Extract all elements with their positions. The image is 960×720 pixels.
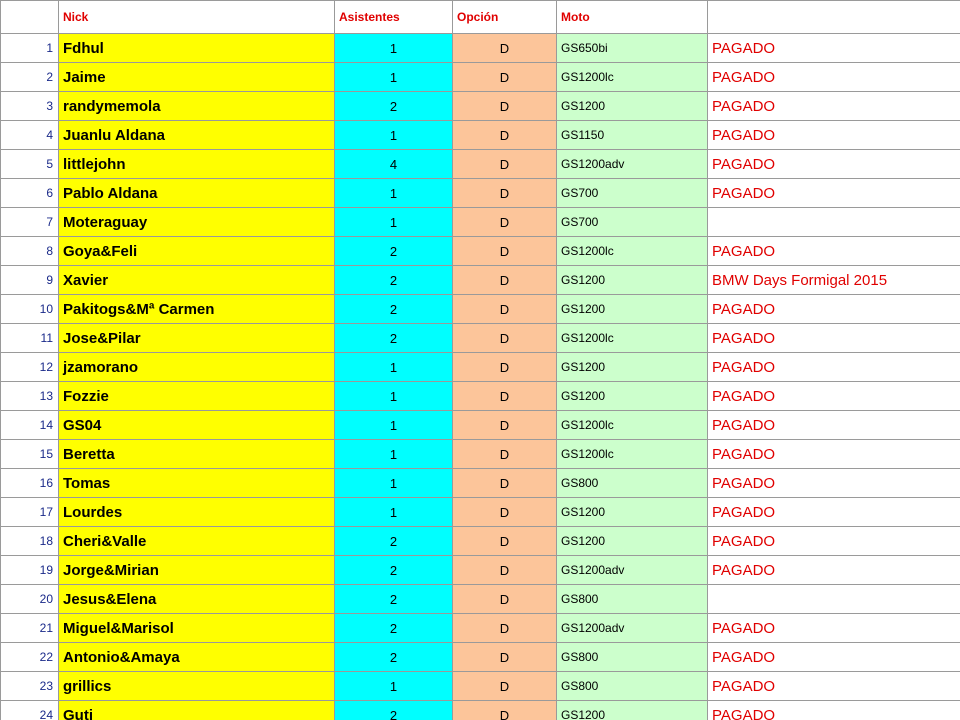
- estado-cell[interactable]: PAGADO: [708, 179, 960, 208]
- asistentes-cell[interactable]: 2: [335, 237, 453, 266]
- table-row: [1, 527, 960, 556]
- asistentes-cell[interactable]: 4: [335, 150, 453, 179]
- asistentes-cell[interactable]: 1: [335, 672, 453, 701]
- row-number[interactable]: 11: [1, 324, 59, 353]
- table-row: [1, 324, 960, 353]
- nick-cell[interactable]: randymemola: [59, 92, 335, 121]
- header-moto[interactable]: Moto: [557, 1, 708, 34]
- row-number[interactable]: 16: [1, 469, 59, 498]
- row-number[interactable]: 5: [1, 150, 59, 179]
- table-row: [1, 440, 960, 469]
- opcion-cell[interactable]: D: [453, 295, 557, 324]
- nick-cell[interactable]: Pablo Aldana: [59, 179, 335, 208]
- row-number[interactable]: 3: [1, 92, 59, 121]
- moto-cell[interactable]: GS1200adv: [557, 614, 708, 643]
- header-row: [1, 1, 960, 34]
- opcion-cell[interactable]: D: [453, 324, 557, 353]
- row-number[interactable]: 2: [1, 63, 59, 92]
- row-number[interactable]: 15: [1, 440, 59, 469]
- nick-cell[interactable]: jzamorano: [59, 353, 335, 382]
- opcion-cell[interactable]: D: [453, 34, 557, 63]
- moto-cell[interactable]: GS1200lc: [557, 237, 708, 266]
- estado-cell[interactable]: PAGADO: [708, 150, 960, 179]
- row-number[interactable]: 19: [1, 556, 59, 585]
- opcion-cell[interactable]: D: [453, 585, 557, 614]
- nick-cell[interactable]: Xavier: [59, 266, 335, 295]
- table-body: [1, 34, 960, 720]
- moto-cell[interactable]: GS1200: [557, 353, 708, 382]
- moto-cell[interactable]: GS800: [557, 585, 708, 614]
- moto-cell[interactable]: GS700: [557, 208, 708, 237]
- moto-cell[interactable]: GS1200: [557, 527, 708, 556]
- opcion-cell[interactable]: D: [453, 701, 557, 720]
- asistentes-cell[interactable]: 2: [335, 92, 453, 121]
- opcion-cell[interactable]: D: [453, 353, 557, 382]
- moto-cell[interactable]: GS1200: [557, 92, 708, 121]
- asistentes-cell[interactable]: 1: [335, 469, 453, 498]
- estado-cell[interactable]: BMW Days Formigal 2015: [708, 266, 960, 295]
- asistentes-cell[interactable]: 2: [335, 643, 453, 672]
- nick-cell[interactable]: Goya&Feli: [59, 237, 335, 266]
- moto-cell[interactable]: GS1200lc: [557, 324, 708, 353]
- opcion-cell[interactable]: D: [453, 150, 557, 179]
- nick-cell[interactable]: Jesus&Elena: [59, 585, 335, 614]
- moto-cell[interactable]: GS1200: [557, 498, 708, 527]
- row-number[interactable]: 17: [1, 498, 59, 527]
- table-row: [1, 295, 960, 324]
- asistentes-cell[interactable]: 1: [335, 121, 453, 150]
- table-row: [1, 585, 960, 614]
- nick-cell[interactable]: Juanlu Aldana: [59, 121, 335, 150]
- opcion-cell[interactable]: D: [453, 92, 557, 121]
- moto-cell[interactable]: GS1150: [557, 121, 708, 150]
- asistentes-cell[interactable]: 1: [335, 179, 453, 208]
- table-row: [1, 121, 960, 150]
- asistentes-cell[interactable]: 2: [335, 614, 453, 643]
- estado-cell[interactable]: PAGADO: [708, 92, 960, 121]
- nick-cell[interactable]: Fozzie: [59, 382, 335, 411]
- nick-cell[interactable]: Miguel&Marisol: [59, 614, 335, 643]
- table-row: [1, 63, 960, 92]
- opcion-cell[interactable]: D: [453, 556, 557, 585]
- estado-cell[interactable]: PAGADO: [708, 121, 960, 150]
- estado-cell[interactable]: PAGADO: [708, 556, 960, 585]
- asistentes-cell[interactable]: 1: [335, 498, 453, 527]
- row-number[interactable]: 14: [1, 411, 59, 440]
- nick-cell[interactable]: Cheri&Valle: [59, 527, 335, 556]
- moto-cell[interactable]: GS1200lc: [557, 440, 708, 469]
- moto-cell[interactable]: GS1200: [557, 266, 708, 295]
- row-number[interactable]: 22: [1, 643, 59, 672]
- table-row: [1, 498, 960, 527]
- row-number[interactable]: 21: [1, 614, 59, 643]
- row-number[interactable]: 18: [1, 527, 59, 556]
- nick-cell[interactable]: Guti: [59, 701, 335, 720]
- estado-cell[interactable]: PAGADO: [708, 440, 960, 469]
- table-row: [1, 672, 960, 701]
- moto-cell[interactable]: GS1200adv: [557, 150, 708, 179]
- row-number[interactable]: 8: [1, 237, 59, 266]
- opcion-cell[interactable]: D: [453, 266, 557, 295]
- table-row: [1, 266, 960, 295]
- nick-cell[interactable]: Beretta: [59, 440, 335, 469]
- asistentes-cell[interactable]: 1: [335, 34, 453, 63]
- moto-cell[interactable]: GS650bi: [557, 34, 708, 63]
- opcion-cell[interactable]: D: [453, 440, 557, 469]
- table-row: [1, 556, 960, 585]
- opcion-cell[interactable]: D: [453, 237, 557, 266]
- nick-cell[interactable]: Moteraguay: [59, 208, 335, 237]
- row-number[interactable]: 9: [1, 266, 59, 295]
- opcion-cell[interactable]: D: [453, 208, 557, 237]
- moto-cell[interactable]: GS1200: [557, 295, 708, 324]
- asistentes-cell[interactable]: 1: [335, 353, 453, 382]
- estado-cell[interactable]: PAGADO: [708, 237, 960, 266]
- moto-cell[interactable]: GS1200lc: [557, 63, 708, 92]
- estado-cell[interactable]: PAGADO: [708, 469, 960, 498]
- moto-cell[interactable]: GS700: [557, 179, 708, 208]
- asistentes-cell[interactable]: 1: [335, 63, 453, 92]
- table-row: [1, 237, 960, 266]
- nick-cell[interactable]: littlejohn: [59, 150, 335, 179]
- table-row: [1, 353, 960, 382]
- opcion-cell[interactable]: D: [453, 469, 557, 498]
- estado-cell[interactable]: PAGADO: [708, 382, 960, 411]
- opcion-cell[interactable]: D: [453, 63, 557, 92]
- header-nick[interactable]: Nick: [59, 1, 335, 34]
- table-row: [1, 34, 960, 63]
- header-index-cell[interactable]: [1, 1, 59, 34]
- table-row: [1, 150, 960, 179]
- table-row: [1, 411, 960, 440]
- row-number[interactable]: 6: [1, 179, 59, 208]
- row-number[interactable]: 13: [1, 382, 59, 411]
- estado-cell[interactable]: PAGADO: [708, 295, 960, 324]
- opcion-cell[interactable]: D: [453, 121, 557, 150]
- table-row: [1, 643, 960, 672]
- opcion-cell[interactable]: D: [453, 643, 557, 672]
- asistentes-cell[interactable]: 2: [335, 701, 453, 720]
- estado-cell[interactable]: PAGADO: [708, 353, 960, 382]
- nick-cell[interactable]: Pakitogs&Mª Carmen: [59, 295, 335, 324]
- table-row: [1, 208, 960, 237]
- nick-cell[interactable]: Lourdes: [59, 498, 335, 527]
- estado-cell[interactable]: PAGADO: [708, 324, 960, 353]
- estado-cell[interactable]: PAGADO: [708, 498, 960, 527]
- opcion-cell[interactable]: D: [453, 498, 557, 527]
- asistentes-cell[interactable]: 1: [335, 382, 453, 411]
- asistentes-cell[interactable]: 2: [335, 295, 453, 324]
- row-number[interactable]: 23: [1, 672, 59, 701]
- table-row: [1, 701, 960, 720]
- opcion-cell[interactable]: D: [453, 382, 557, 411]
- table-row: [1, 92, 960, 121]
- asistentes-cell[interactable]: 2: [335, 556, 453, 585]
- table-row: [1, 382, 960, 411]
- nick-cell[interactable]: Fdhul: [59, 34, 335, 63]
- table-row: [1, 469, 960, 498]
- estado-cell[interactable]: PAGADO: [708, 643, 960, 672]
- opcion-cell[interactable]: D: [453, 614, 557, 643]
- nick-cell[interactable]: GS04: [59, 411, 335, 440]
- nick-cell[interactable]: Jose&Pilar: [59, 324, 335, 353]
- asistentes-cell[interactable]: 2: [335, 266, 453, 295]
- header-opcion[interactable]: Opción: [453, 1, 557, 34]
- estado-cell[interactable]: PAGADO: [708, 63, 960, 92]
- estado-cell[interactable]: PAGADO: [708, 701, 960, 720]
- moto-cell[interactable]: GS800: [557, 672, 708, 701]
- row-number[interactable]: 1: [1, 34, 59, 63]
- asistentes-cell[interactable]: 2: [335, 324, 453, 353]
- table-row: [1, 614, 960, 643]
- moto-cell[interactable]: GS1200: [557, 701, 708, 720]
- estado-cell[interactable]: PAGADO: [708, 34, 960, 63]
- asistentes-cell[interactable]: 1: [335, 411, 453, 440]
- row-number[interactable]: 10: [1, 295, 59, 324]
- moto-cell[interactable]: GS1200adv: [557, 556, 708, 585]
- asistentes-cell[interactable]: 2: [335, 585, 453, 614]
- moto-cell[interactable]: GS800: [557, 469, 708, 498]
- estado-cell[interactable]: [708, 208, 960, 237]
- nick-cell[interactable]: grillics: [59, 672, 335, 701]
- row-number[interactable]: 7: [1, 208, 59, 237]
- header-estado-cell[interactable]: [708, 1, 960, 34]
- asistentes-cell[interactable]: 1: [335, 208, 453, 237]
- nick-cell[interactable]: Antonio&Amaya: [59, 643, 335, 672]
- opcion-cell[interactable]: D: [453, 179, 557, 208]
- moto-cell[interactable]: GS1200: [557, 382, 708, 411]
- row-number[interactable]: 20: [1, 585, 59, 614]
- nick-cell[interactable]: Jorge&Mirian: [59, 556, 335, 585]
- opcion-cell[interactable]: D: [453, 672, 557, 701]
- estado-cell[interactable]: PAGADO: [708, 614, 960, 643]
- table-row: [1, 179, 960, 208]
- estado-cell[interactable]: PAGADO: [708, 672, 960, 701]
- nick-cell[interactable]: Jaime: [59, 63, 335, 92]
- estado-cell[interactable]: PAGADO: [708, 411, 960, 440]
- nick-cell[interactable]: Tomas: [59, 469, 335, 498]
- header-asistentes[interactable]: Asistentes: [335, 1, 453, 34]
- moto-cell[interactable]: GS800: [557, 643, 708, 672]
- row-number[interactable]: 24: [1, 701, 59, 720]
- opcion-cell[interactable]: D: [453, 527, 557, 556]
- moto-cell[interactable]: GS1200lc: [557, 411, 708, 440]
- asistentes-cell[interactable]: 1: [335, 440, 453, 469]
- estado-cell[interactable]: PAGADO: [708, 527, 960, 556]
- asistentes-cell[interactable]: 2: [335, 527, 453, 556]
- estado-cell[interactable]: [708, 585, 960, 614]
- row-number[interactable]: 4: [1, 121, 59, 150]
- row-number[interactable]: 12: [1, 353, 59, 382]
- opcion-cell[interactable]: D: [453, 411, 557, 440]
